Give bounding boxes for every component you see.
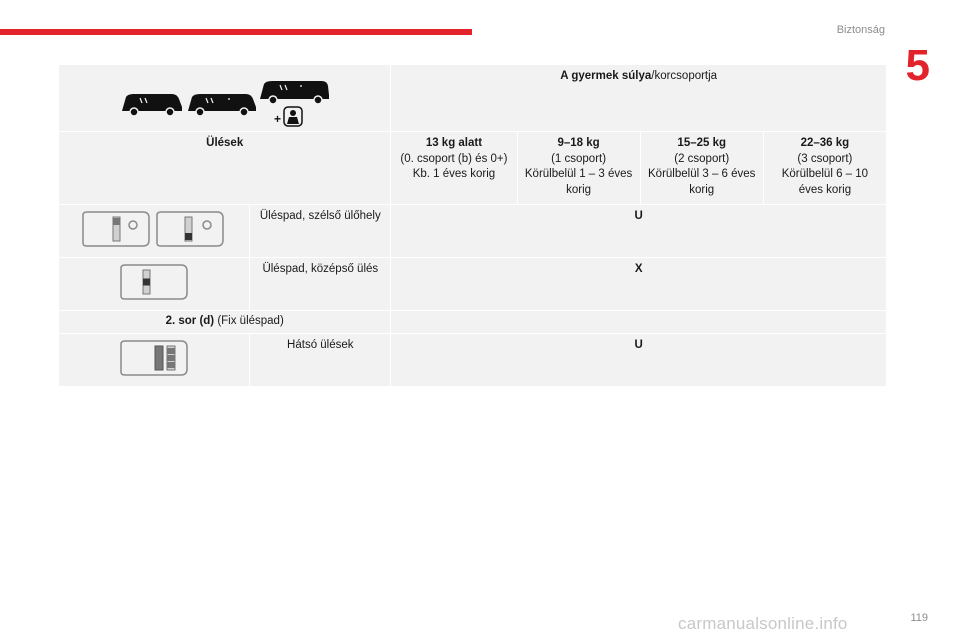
weight-group-line: (0. csoport (b) és 0+) — [400, 152, 508, 165]
seats-label-cell — [59, 132, 391, 205]
seat-value: U — [391, 205, 887, 258]
vehicle-variants-icon — [120, 69, 330, 127]
weight-group-2 — [640, 132, 763, 205]
page-number: 119 — [910, 612, 928, 624]
row2-label-rest: (Fix üléspad) — [214, 315, 284, 327]
svg-text:+: + — [273, 112, 281, 126]
chapter-number: 5 — [905, 41, 930, 90]
seat-diagram-outer-icon — [79, 209, 229, 249]
weight-heading-cell — [391, 65, 887, 132]
weight-group-line: (3 csoport) — [797, 152, 853, 165]
seats-label: Ülések — [206, 137, 244, 149]
weight-group-line: (1 csoport) — [551, 152, 607, 165]
child-seat-table — [58, 64, 887, 387]
seat-diagram-cell — [59, 205, 250, 258]
weight-group-1 — [517, 132, 640, 205]
weight-range: 22–36 kg — [800, 137, 850, 149]
seat-value: U — [391, 333, 887, 386]
weight-range: 15–25 kg — [677, 137, 727, 149]
weight-group-line: Körülbelül 6 – 10 éves korig — [781, 168, 869, 196]
watermark: carmanualsonline.info — [678, 614, 848, 633]
seat-name: Hátsó ülések — [250, 333, 391, 386]
weight-range: 9–18 kg — [557, 137, 600, 149]
weight-group-3 — [763, 132, 886, 205]
weight-group-line: Körülbelül 3 – 6 éves korig — [648, 168, 756, 196]
section-title: Biztonság — [836, 24, 885, 36]
weight-range: 13 kg alatt — [425, 137, 483, 149]
table-row — [59, 258, 887, 311]
table-row — [59, 205, 887, 258]
seat-diagram-cell — [59, 333, 250, 386]
seat-value: X — [391, 258, 887, 311]
seat-diagram-cell — [59, 258, 250, 311]
row2-label-bold: 2. sor (d) — [165, 315, 215, 327]
vehicle-variants-cell — [59, 65, 391, 132]
weight-group-line: (2 csoport) — [674, 152, 730, 165]
weight-heading-rest: /korcsoportja — [651, 70, 718, 82]
row2-label-cell — [59, 311, 391, 334]
weight-group-0 — [391, 132, 517, 205]
seat-diagram-middle-icon — [117, 262, 191, 302]
weight-group-line: Kb. 1 éves korig — [412, 168, 496, 181]
chapter-accent-bar — [0, 29, 472, 35]
table-row — [59, 311, 887, 334]
weight-heading-bold: A gyermek súlya — [560, 70, 652, 82]
seat-name: Üléspad, középső ülés — [250, 258, 391, 311]
weight-group-line: Körülbelül 1 – 3 éves korig — [524, 168, 633, 196]
table-row — [59, 333, 887, 386]
seat-name: Üléspad, szélső ülőhely — [250, 205, 391, 258]
seat-diagram-rear-icon — [117, 338, 191, 378]
empty-cell — [391, 311, 887, 334]
